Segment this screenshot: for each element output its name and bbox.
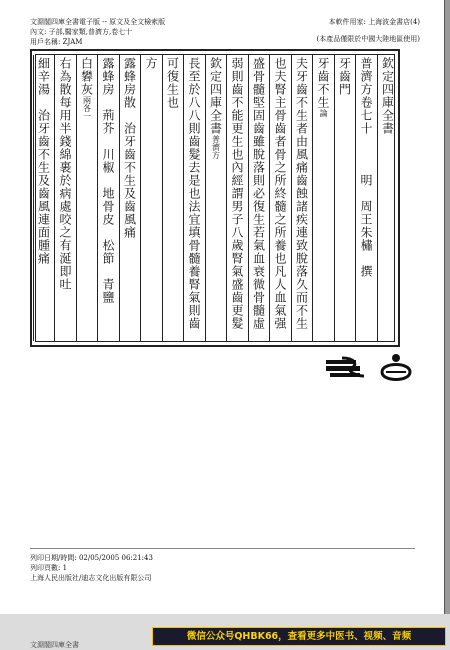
text-column [380,57,396,339]
text-column [294,57,310,339]
column-annotation: 論 [319,109,328,117]
header-license: (本產品僅限於中國大陸地區使用) [316,35,420,43]
book-text-area [35,54,395,342]
column-text: 欽定四庫全書 [208,57,223,135]
text-column [208,57,224,339]
book-frame [30,49,400,347]
column-divider [162,55,163,341]
column-divider [140,55,141,341]
column-text: 也夫腎主骨齒者骨之所終髓之所養也凡人血氣强 [273,57,287,330]
text-column [100,57,116,339]
column-divider [76,55,77,341]
text-column [143,57,159,339]
column-divider [183,55,184,341]
column-divider [291,55,292,341]
column-divider [97,55,98,341]
column-text: 露蜂房散 治牙齒不生及齒風痛 [122,57,137,239]
text-column [337,57,353,339]
column-text: 牙齒門 [337,57,352,96]
column-divider [334,55,335,341]
text-column [36,57,52,339]
column-divider [33,55,34,341]
column-divider [54,55,55,341]
text-column [315,57,331,339]
text-column [122,57,138,339]
column-text: 露蜂房 荊芥 川椒 地骨皮 松節 青鹽 [101,57,115,304]
column-text: 普濟方卷七十 明 周王朱橚 撰 [359,57,373,278]
column-divider [355,55,356,341]
column-divider [226,55,227,341]
column-text: 欽定四庫全書 [380,57,395,135]
next-page-header: 文淵閣四庫全書 [30,641,79,649]
column-text: 白礬灰 [79,57,94,96]
text-column [358,57,374,339]
footer [30,553,153,583]
column-text: 牙齒不生 [316,57,330,109]
text-column [57,57,73,339]
text-column [79,57,95,339]
column-divider [269,55,270,341]
text-column [165,57,181,339]
footer-rule [30,548,415,549]
column-text: 細辛湯 治牙齒不生及齒風連面腫痛 [36,57,51,265]
text-column [229,57,245,339]
column-divider [205,55,206,341]
header-content-path: 內文: 子部,醫家類,普濟方,卷七十 [30,28,133,36]
column-divider [248,55,249,341]
column-text: 可復生也 [165,57,180,109]
text-column [186,57,202,339]
header-user: 用戶名稱: ZJAM [30,38,83,46]
column-text: 弱則齒不能更生也內經謂男子八歲腎氣盛齒更髮 [230,57,244,330]
header-title: 文淵閣四庫全書電子版 -- 原文及全文檢索版 [30,18,166,26]
column-text: 方 [144,57,158,70]
footer-company: 上海人民出版社/迪志文化出版有限公司 [30,574,152,582]
wechat-banner[interactable]: 微信公众号QHBK66，查看更多中医书、视频、音频 [152,627,446,646]
text-column [251,57,267,339]
column-text: 盛骨髓堅固齒雖脫落則必復生若氣血衰微骨髓虛 [251,57,266,330]
column-text: 右為散每用半錢綿裹於病處咬之有涎即吐 [58,57,72,291]
text-column [272,57,288,339]
header-left [30,17,165,47]
header-right [317,17,420,44]
header-publisher: 本軟件用家: 上海波金書店(4) [328,18,420,26]
column-text: 長至於八八則齒髮去是也法宜填骨髓養腎氣則齒 [187,57,201,330]
publisher-logo [324,350,414,386]
print-pages: 列印頁數: 1 [30,564,68,572]
column-divider [377,55,378,341]
column-text: 夫牙齒不生者由風痛齒蝕諸疾連致脫落久而不生 [294,57,309,330]
column-annotation: 普濟方 [211,135,221,159]
column-annotation: 兩各一 [82,96,92,120]
column-divider [312,55,313,341]
print-date: 列印日期/時間: 02/05/2005 06:21:43 [30,554,153,562]
column-divider [119,55,120,341]
